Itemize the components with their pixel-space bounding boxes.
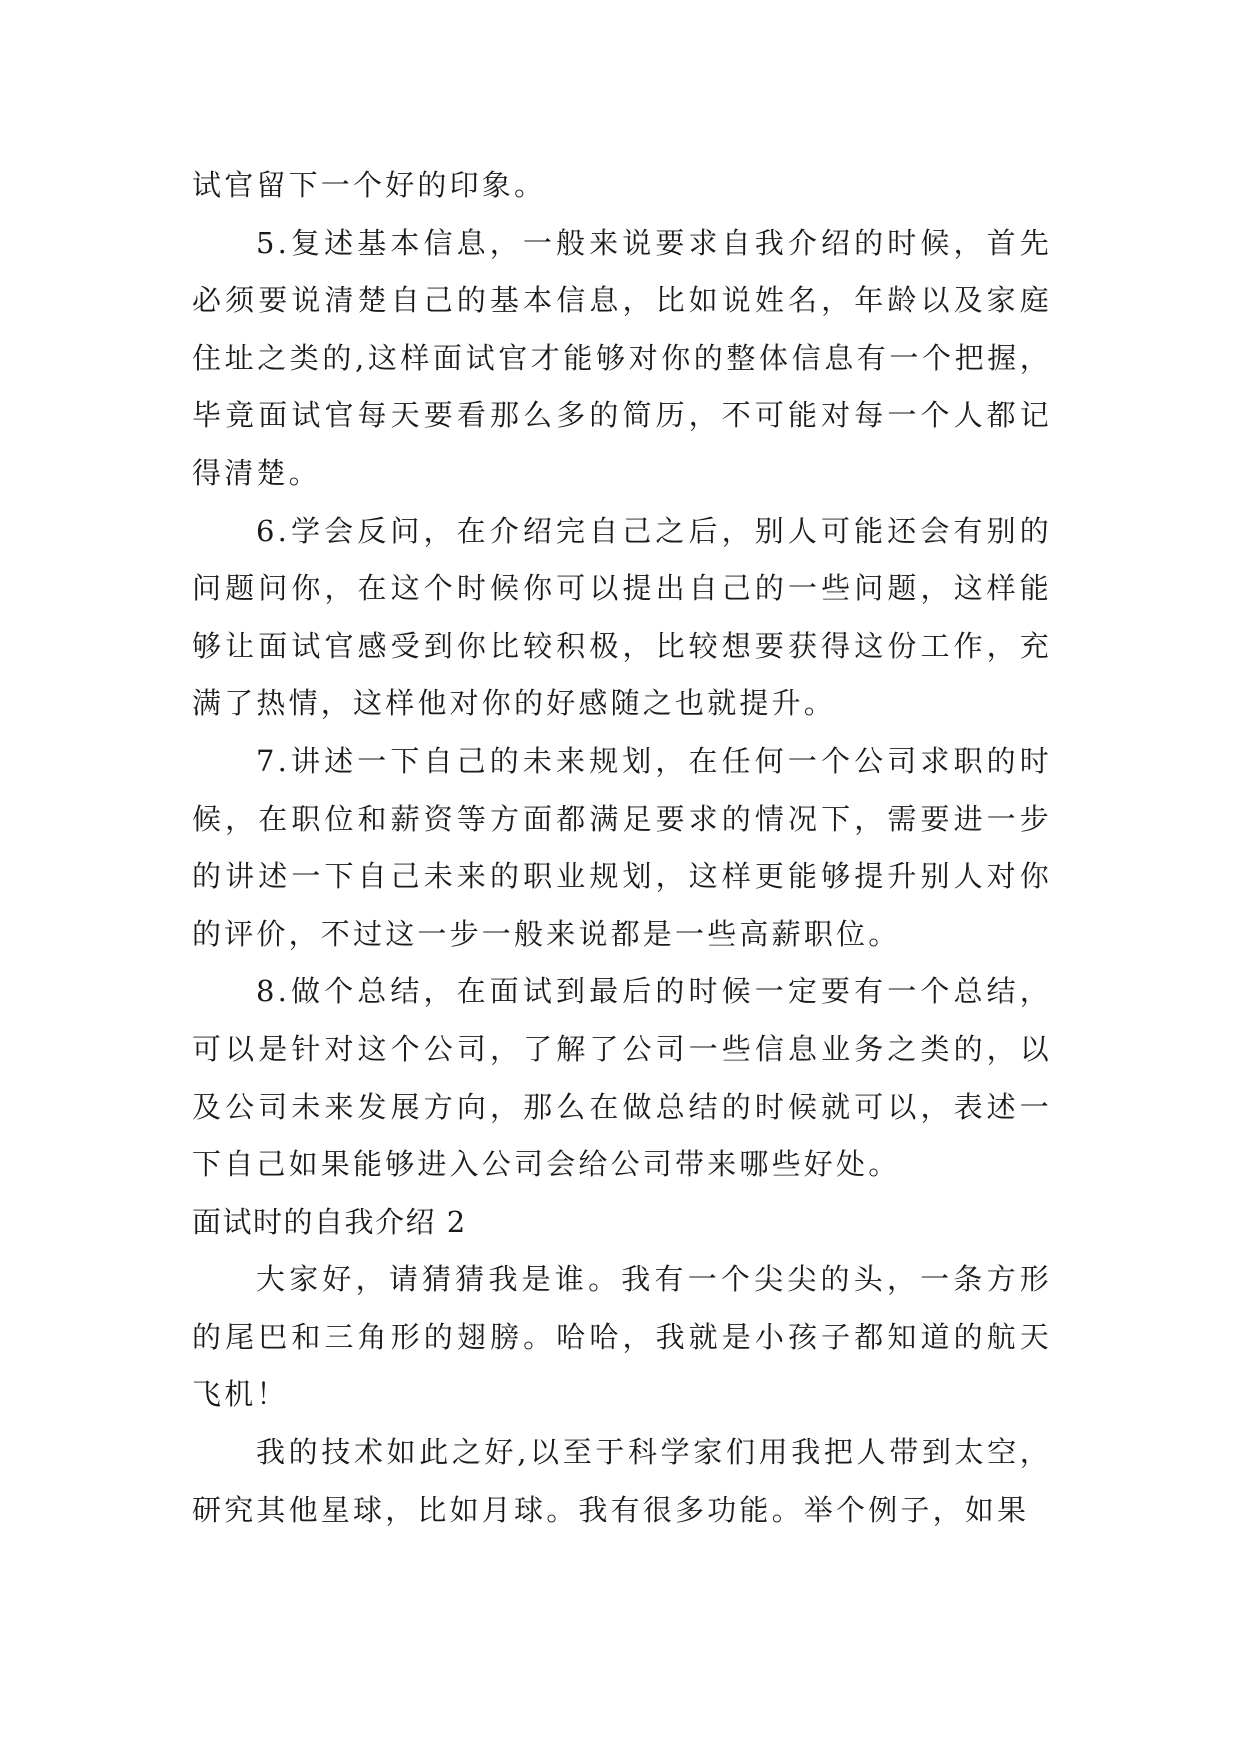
document-body: [192, 157, 1052, 1539]
paragraph-item-5: 5.复述基本信息，一般来说要求自我介绍的时候，首先必须要说清楚自己的基本信息，比如说姓名，年龄以及家庭住址之类的,这样面试官才能够对你的整体信息有一个把握，毕竟面试官每天要看那么多的简历，不可能对每一个人都记得清楚。: [192, 225, 1052, 490]
paragraph-item-8: 8.做个总结，在面试到最后的时候一定要有一个总结，可以是针对这个公司，了解了公司一些信息业务之类的，以及公司未来发展方向，那么在做总结的时候就可以，表述一下自己如果能够进入公司会给公司带来哪些好处。: [192, 974, 1052, 1182]
paragraph-technology: 我的技术如此之好,以至于科学家们用我把人带到太空，研究其他星球，比如月球。我有很多功能。举个例子，如果: [192, 1435, 1052, 1527]
paragraph-item-6: 6.学会反问，在介绍完自己之后，别人可能还会有别的问题问你，在这个时候你可以提出自己的一些问题，这样能够让面试官感受到你比较积极，比较想要获得这份工作，充满了热情，这样他对你的好感随之也就提升。: [192, 513, 1052, 721]
section-heading: 面试时的自我介绍 2: [192, 1204, 467, 1239]
paragraph-continuation: 试官留下一个好的印象。: [192, 168, 547, 202]
paragraph-item-7: 7.讲述一下自己的未来规划，在任何一个公司求职的时候，在职位和薪资等方面都满足要求的情况下，需要进一步的讲述一下自己未来的职业规划，这样更能够提升别人对你的评价，不过这一步一般来说都是一些高薪职位。: [192, 743, 1052, 951]
paragraph-intro: 大家好，请猜猜我是谁。我有一个尖尖的头，一条方形的尾巴和三角形的翅膀。哈哈，我就是小孩子都知道的航天飞机！: [192, 1262, 1052, 1412]
